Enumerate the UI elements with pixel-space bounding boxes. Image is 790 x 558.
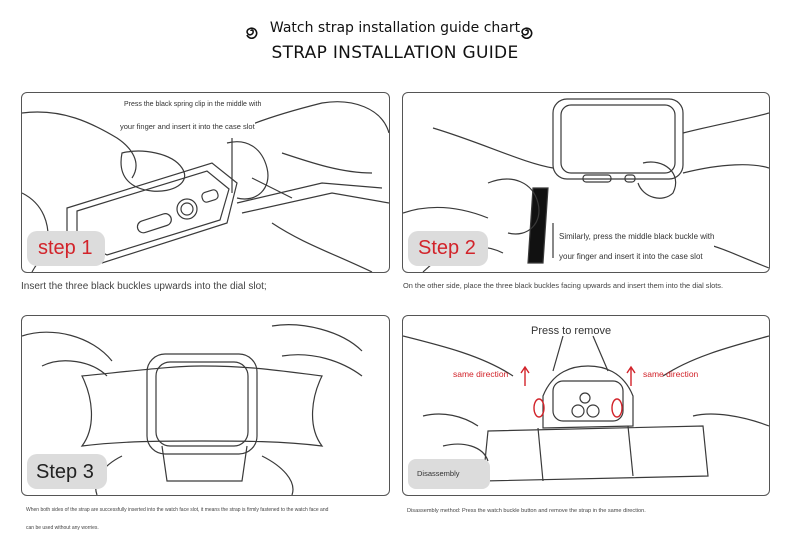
page-title: STRAP INSTALLATION GUIDE <box>271 43 519 63</box>
disassembly-panel <box>402 315 770 496</box>
step3-panel <box>21 315 390 496</box>
disassembly-label: Disassembly <box>417 469 460 478</box>
step2-panel <box>402 92 770 273</box>
disassembly-caption: Disassembly method: Press the watch buckle button and remove the strap in the same direction. <box>407 508 646 514</box>
step1-caption: Insert the three black buckles upwards into the dial slot; <box>21 281 267 292</box>
step1-note-line2: your finger and insert it into the case slot <box>120 119 255 135</box>
step3-caption-line2: can be used without any worries. <box>26 525 99 531</box>
header-subtitle: Watch strap installation guide chart <box>269 20 521 36</box>
step1-panel <box>21 92 390 273</box>
swirl-right-icon <box>519 23 535 39</box>
step2-note-line1: Similarly, press the middle black buckle with <box>559 227 714 247</box>
step3-caption-line1: When both sides of the strap are successfully inserted into the watch face slot, it means the strap is firmly fastened to the watch face and <box>26 507 329 513</box>
right-direction-label: same direction <box>643 369 699 379</box>
step3-label: Step 3 <box>36 461 94 483</box>
step2-note-line2: your finger and insert it into the case slot <box>559 247 703 267</box>
left-direction-label: same direction <box>453 369 509 379</box>
step1-label: step 1 <box>38 237 93 259</box>
step1-note-line1: Press the black spring clip in the middle with <box>124 97 261 113</box>
step2-caption: On the other side, place the three black buckles facing upwards and insert them into the dial slots. <box>403 281 724 290</box>
press-to-remove-label: Press to remove <box>531 325 612 337</box>
step2-label: Step 2 <box>418 237 476 259</box>
